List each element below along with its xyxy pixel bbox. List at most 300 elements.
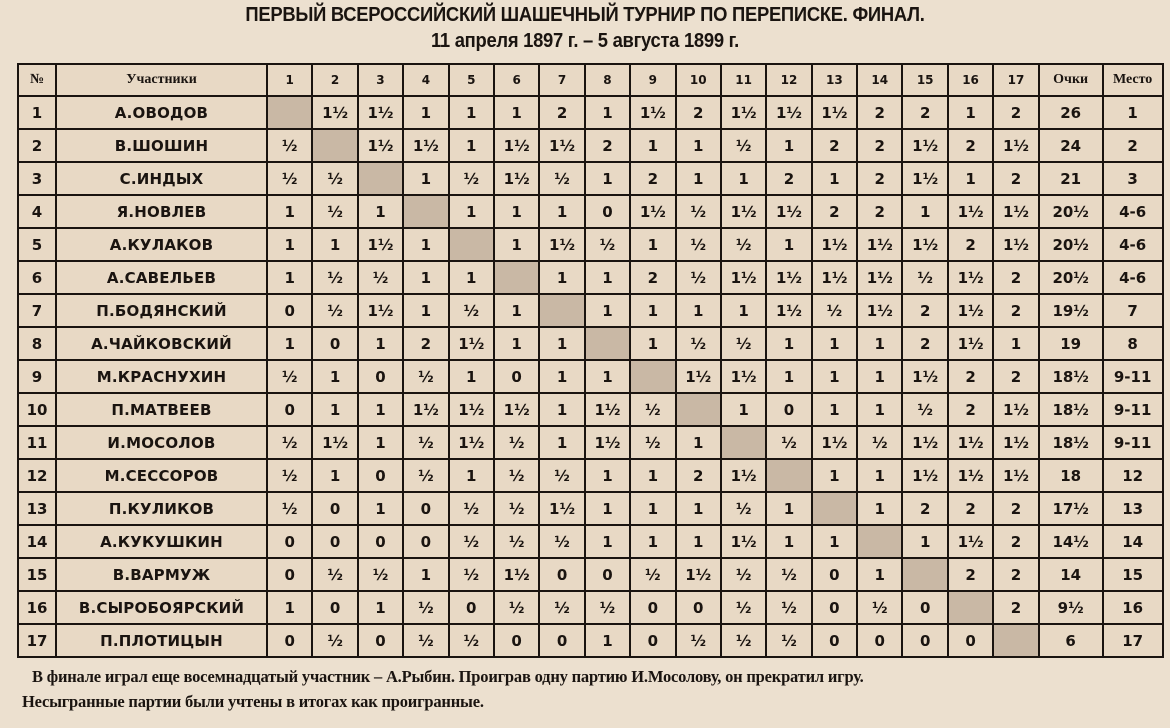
result-cell: ½ [494,459,539,492]
diagonal-cell [676,393,721,426]
result-cell: 1 [539,393,584,426]
result-cell: 0 [539,558,584,591]
result-cell: ½ [539,162,584,195]
diagonal-cell [539,294,584,327]
result-cell: 1½ [494,558,539,591]
row-number: 16 [18,591,56,624]
result-cell: ½ [766,426,811,459]
result-cell: 1 [403,96,448,129]
result-cell: 1½ [494,393,539,426]
result-cell: 1½ [902,426,947,459]
table-row [18,426,1163,459]
result-cell: 1 [585,492,630,525]
participant-name: Я.НОВЛЕВ [56,195,267,228]
result-cell: 1 [358,327,403,360]
result-cell: 1 [766,228,811,261]
result-cell: 2 [539,96,584,129]
result-cell: ½ [676,327,721,360]
result-cell: ½ [267,162,312,195]
result-cell: ½ [857,591,902,624]
place-cell: 3 [1103,162,1163,195]
column-header-game-3: 3 [358,64,403,96]
result-cell: 0 [494,360,539,393]
result-cell: 1½ [812,261,857,294]
table-row [18,195,1163,228]
result-cell: ½ [267,426,312,459]
result-cell: 1 [948,96,993,129]
diagonal-cell [494,261,539,294]
result-cell: 1 [993,327,1038,360]
participant-name: П.МАТВЕЕВ [56,393,267,426]
row-number: 10 [18,393,56,426]
result-cell: 0 [449,591,494,624]
column-header-points: Очки [1039,64,1103,96]
result-cell: 1½ [948,294,993,327]
result-cell: 1½ [993,459,1038,492]
column-header-game-11: 11 [721,64,766,96]
result-cell: ½ [766,591,811,624]
result-cell: 1 [358,492,403,525]
result-cell: 1½ [993,393,1038,426]
result-cell: 1½ [358,294,403,327]
column-header-game-1: 1 [267,64,312,96]
header-row [18,64,1163,96]
result-cell: 2 [948,492,993,525]
result-cell: ½ [312,195,357,228]
table-row [18,459,1163,492]
result-cell: 2 [993,558,1038,591]
result-cell: 1 [812,162,857,195]
points-cell: 9½ [1039,591,1103,624]
row-number: 7 [18,294,56,327]
result-cell: 0 [358,624,403,657]
result-cell: 2 [676,96,721,129]
result-cell: 2 [948,360,993,393]
result-cell: 1 [403,162,448,195]
result-cell: ½ [449,294,494,327]
result-cell: 1 [539,327,584,360]
result-cell: ½ [721,624,766,657]
result-cell: 1½ [585,393,630,426]
result-cell: 0 [812,591,857,624]
place-cell: 7 [1103,294,1163,327]
result-cell: ½ [312,294,357,327]
result-cell: 1 [585,96,630,129]
result-cell: ½ [766,558,811,591]
result-cell: 1 [449,459,494,492]
result-cell: ½ [585,228,630,261]
result-cell: 1 [721,162,766,195]
diagonal-cell [857,525,902,558]
diagonal-cell [403,195,448,228]
result-cell: 0 [267,393,312,426]
result-cell: 1 [676,492,721,525]
result-cell: 1½ [494,162,539,195]
result-cell: 1 [267,591,312,624]
result-cell: 1 [721,294,766,327]
result-cell: 1 [403,261,448,294]
points-cell: 24 [1039,129,1103,162]
diagonal-cell [585,327,630,360]
result-cell: 1½ [630,195,675,228]
result-cell: 0 [312,492,357,525]
table-row [18,96,1163,129]
diagonal-cell [993,624,1038,657]
result-cell: 2 [812,195,857,228]
result-cell: 1 [267,195,312,228]
result-cell: 2 [948,558,993,591]
row-number: 13 [18,492,56,525]
result-cell: 0 [358,525,403,558]
result-cell: 1 [539,195,584,228]
column-header-game-12: 12 [766,64,811,96]
row-number: 12 [18,459,56,492]
result-cell: 1 [766,129,811,162]
result-cell: 2 [403,327,448,360]
result-cell: 1 [630,228,675,261]
result-cell: ½ [539,591,584,624]
result-cell: 1½ [948,195,993,228]
result-cell: ½ [630,426,675,459]
crosstable [17,63,1164,658]
result-cell: 1 [766,327,811,360]
place-cell: 14 [1103,525,1163,558]
result-cell: 1½ [721,261,766,294]
row-number: 3 [18,162,56,195]
result-cell: 1 [857,360,902,393]
result-cell: 1½ [993,228,1038,261]
row-number: 15 [18,558,56,591]
result-cell: 1 [539,426,584,459]
footnote [22,664,1162,714]
result-cell: 1 [494,195,539,228]
place-cell: 17 [1103,624,1163,657]
result-cell: 1½ [721,360,766,393]
result-cell: 1 [494,96,539,129]
result-cell: 1½ [721,96,766,129]
result-cell: 1 [585,294,630,327]
result-cell: 0 [312,525,357,558]
result-cell: ½ [403,591,448,624]
table-row [18,558,1163,591]
result-cell: 0 [267,525,312,558]
result-cell: 1 [766,360,811,393]
diagonal-cell [449,228,494,261]
result-cell: 1 [630,525,675,558]
place-cell: 12 [1103,459,1163,492]
table-row [18,360,1163,393]
result-cell: 0 [267,624,312,657]
result-cell: 1 [312,393,357,426]
result-cell: 1 [630,459,675,492]
result-cell: 1½ [449,426,494,459]
column-header-game-2: 2 [312,64,357,96]
result-cell: ½ [630,558,675,591]
result-cell: 1 [312,228,357,261]
result-cell: ½ [403,426,448,459]
column-header-game-6: 6 [494,64,539,96]
result-cell: ½ [449,624,494,657]
result-cell: 2 [630,261,675,294]
result-cell: 1½ [721,195,766,228]
row-number: 4 [18,195,56,228]
result-cell: 1 [812,459,857,492]
result-cell: ½ [403,360,448,393]
result-cell: 0 [812,624,857,657]
result-cell: 2 [630,162,675,195]
column-header-game-8: 8 [585,64,630,96]
result-cell: ½ [812,294,857,327]
column-header-game-17: 17 [993,64,1038,96]
result-cell: 1 [902,525,947,558]
result-cell: ½ [676,261,721,294]
result-cell: 1 [676,294,721,327]
points-cell: 26 [1039,96,1103,129]
result-cell: ½ [721,591,766,624]
place-cell: 13 [1103,492,1163,525]
points-cell: 14 [1039,558,1103,591]
diagonal-cell [630,360,675,393]
column-header-no: № [18,64,56,96]
result-cell: ½ [267,360,312,393]
participant-name: П.КУЛИКОВ [56,492,267,525]
points-cell: 6 [1039,624,1103,657]
result-cell: 0 [812,558,857,591]
result-cell: 1½ [539,228,584,261]
result-cell: 0 [358,459,403,492]
result-cell: 2 [993,492,1038,525]
result-cell: 1½ [948,327,993,360]
place-cell: 4-6 [1103,228,1163,261]
result-cell: 2 [948,129,993,162]
result-cell: 2 [993,261,1038,294]
column-header-game-10: 10 [676,64,721,96]
place-cell: 9-11 [1103,360,1163,393]
result-cell: ½ [312,261,357,294]
result-cell: 2 [902,327,947,360]
participant-name: А.ОВОДОВ [56,96,267,129]
result-cell: 1½ [721,459,766,492]
result-cell: 1 [494,228,539,261]
result-cell: 1½ [449,327,494,360]
result-cell: ½ [494,591,539,624]
place-cell: 15 [1103,558,1163,591]
result-cell: 1 [449,261,494,294]
result-cell: 1 [630,129,675,162]
diagonal-cell [312,129,357,162]
result-cell: 1½ [902,459,947,492]
result-cell: ½ [449,492,494,525]
table-row [18,525,1163,558]
result-cell: 0 [312,327,357,360]
result-cell: 1 [857,327,902,360]
result-cell: 2 [902,294,947,327]
result-cell: 2 [993,294,1038,327]
result-cell: 0 [403,525,448,558]
result-cell: 0 [312,591,357,624]
result-cell: 0 [902,591,947,624]
result-cell: ½ [267,492,312,525]
result-cell: 1 [403,294,448,327]
result-cell: 1 [676,426,721,459]
row-number: 6 [18,261,56,294]
result-cell: ½ [494,426,539,459]
result-cell: 1½ [948,525,993,558]
result-cell: 1½ [721,525,766,558]
result-cell: 1 [902,195,947,228]
result-cell: 2 [993,162,1038,195]
result-cell: 2 [902,492,947,525]
result-cell: ½ [585,591,630,624]
result-cell: 1 [267,261,312,294]
result-cell: 1 [857,558,902,591]
result-cell: 1½ [766,294,811,327]
result-cell: 1 [857,393,902,426]
result-cell: ½ [267,459,312,492]
table-body [18,96,1163,657]
page-title: ПЕРВЫЙ ВСЕРОССИЙСКИЙ ШАШЕЧНЫЙ ТУРНИР ПО ПЕРЕПИСКЕ. ФИНАЛ. [245,4,925,26]
result-cell: 1 [630,327,675,360]
result-cell: 1 [948,162,993,195]
table-row [18,393,1163,426]
result-cell: 2 [766,162,811,195]
result-cell: 2 [857,195,902,228]
result-cell: 0 [630,591,675,624]
result-cell: 0 [585,558,630,591]
result-cell: 1½ [766,261,811,294]
participant-name: И.МОСОЛОВ [56,426,267,459]
result-cell: 1 [585,459,630,492]
result-cell: ½ [403,459,448,492]
row-number: 9 [18,360,56,393]
result-cell: ½ [449,558,494,591]
result-cell: 2 [993,525,1038,558]
result-cell: 1 [494,294,539,327]
result-cell: 1 [676,129,721,162]
result-cell: 1 [358,393,403,426]
result-cell: 2 [857,96,902,129]
result-cell: 1 [358,426,403,459]
result-cell: 1½ [812,426,857,459]
result-cell: ½ [312,558,357,591]
result-cell: 2 [857,129,902,162]
result-cell: 1 [812,327,857,360]
participant-name: С.ИНДЫХ [56,162,267,195]
result-cell: 1½ [993,195,1038,228]
result-cell: 0 [857,624,902,657]
result-cell: 2 [857,162,902,195]
diagonal-cell [766,459,811,492]
row-number: 2 [18,129,56,162]
participant-name: А.КУЛАКОВ [56,228,267,261]
result-cell: 1 [630,492,675,525]
column-header-participants: Участники [56,64,267,96]
table-row [18,294,1163,327]
participant-name: А.ЧАЙКОВСКИЙ [56,327,267,360]
table-row [18,261,1163,294]
result-cell: 1½ [948,261,993,294]
result-cell: 1 [676,525,721,558]
result-cell: 1½ [312,96,357,129]
result-cell: ½ [539,459,584,492]
result-cell: 0 [539,624,584,657]
points-cell: 20½ [1039,261,1103,294]
result-cell: 1½ [993,129,1038,162]
result-cell: 1 [585,261,630,294]
result-cell: 1 [721,393,766,426]
result-cell: 1 [312,459,357,492]
place-cell: 1 [1103,96,1163,129]
diagonal-cell [948,591,993,624]
result-cell: 2 [812,129,857,162]
result-cell: 1 [358,591,403,624]
result-cell: 1½ [857,294,902,327]
result-cell: 0 [494,624,539,657]
result-cell: 0 [403,492,448,525]
participant-name: А.САВЕЛЬЕВ [56,261,267,294]
points-cell: 19 [1039,327,1103,360]
result-cell: 0 [358,360,403,393]
table-row [18,492,1163,525]
table-row [18,624,1163,657]
result-cell: 1 [585,162,630,195]
result-cell: 1 [267,327,312,360]
place-cell: 16 [1103,591,1163,624]
row-number: 8 [18,327,56,360]
result-cell: 1½ [449,393,494,426]
place-cell: 9-11 [1103,393,1163,426]
table-row [18,327,1163,360]
result-cell: ½ [539,525,584,558]
result-cell: 1½ [539,492,584,525]
row-number: 14 [18,525,56,558]
table-row [18,228,1163,261]
result-cell: 1½ [403,129,448,162]
result-cell: 1½ [585,426,630,459]
result-cell: 1½ [993,426,1038,459]
result-cell: ½ [676,624,721,657]
result-cell: ½ [676,195,721,228]
row-number: 5 [18,228,56,261]
result-cell: 0 [267,558,312,591]
footnote-line-2: Несыгранные партии были учтены в итогах как проигранные. [22,692,484,711]
points-cell: 18 [1039,459,1103,492]
points-cell: 19½ [1039,294,1103,327]
result-cell: ½ [902,261,947,294]
result-cell: ½ [358,558,403,591]
result-cell: 1½ [902,360,947,393]
diagonal-cell [721,426,766,459]
result-cell: 1 [812,525,857,558]
result-cell: 1 [449,360,494,393]
result-cell: ½ [857,426,902,459]
result-cell: 1½ [766,96,811,129]
result-cell: 1½ [539,129,584,162]
result-cell: 1 [857,492,902,525]
diagonal-cell [358,162,403,195]
points-cell: 18½ [1039,426,1103,459]
result-cell: 1½ [948,459,993,492]
participant-name: В.ВАРМУЖ [56,558,267,591]
result-cell: 1½ [902,162,947,195]
result-cell: ½ [721,129,766,162]
column-header-game-5: 5 [449,64,494,96]
result-cell: 1½ [676,558,721,591]
points-cell: 17½ [1039,492,1103,525]
result-cell: 1½ [358,96,403,129]
column-header-game-15: 15 [902,64,947,96]
result-cell: 1 [539,261,584,294]
